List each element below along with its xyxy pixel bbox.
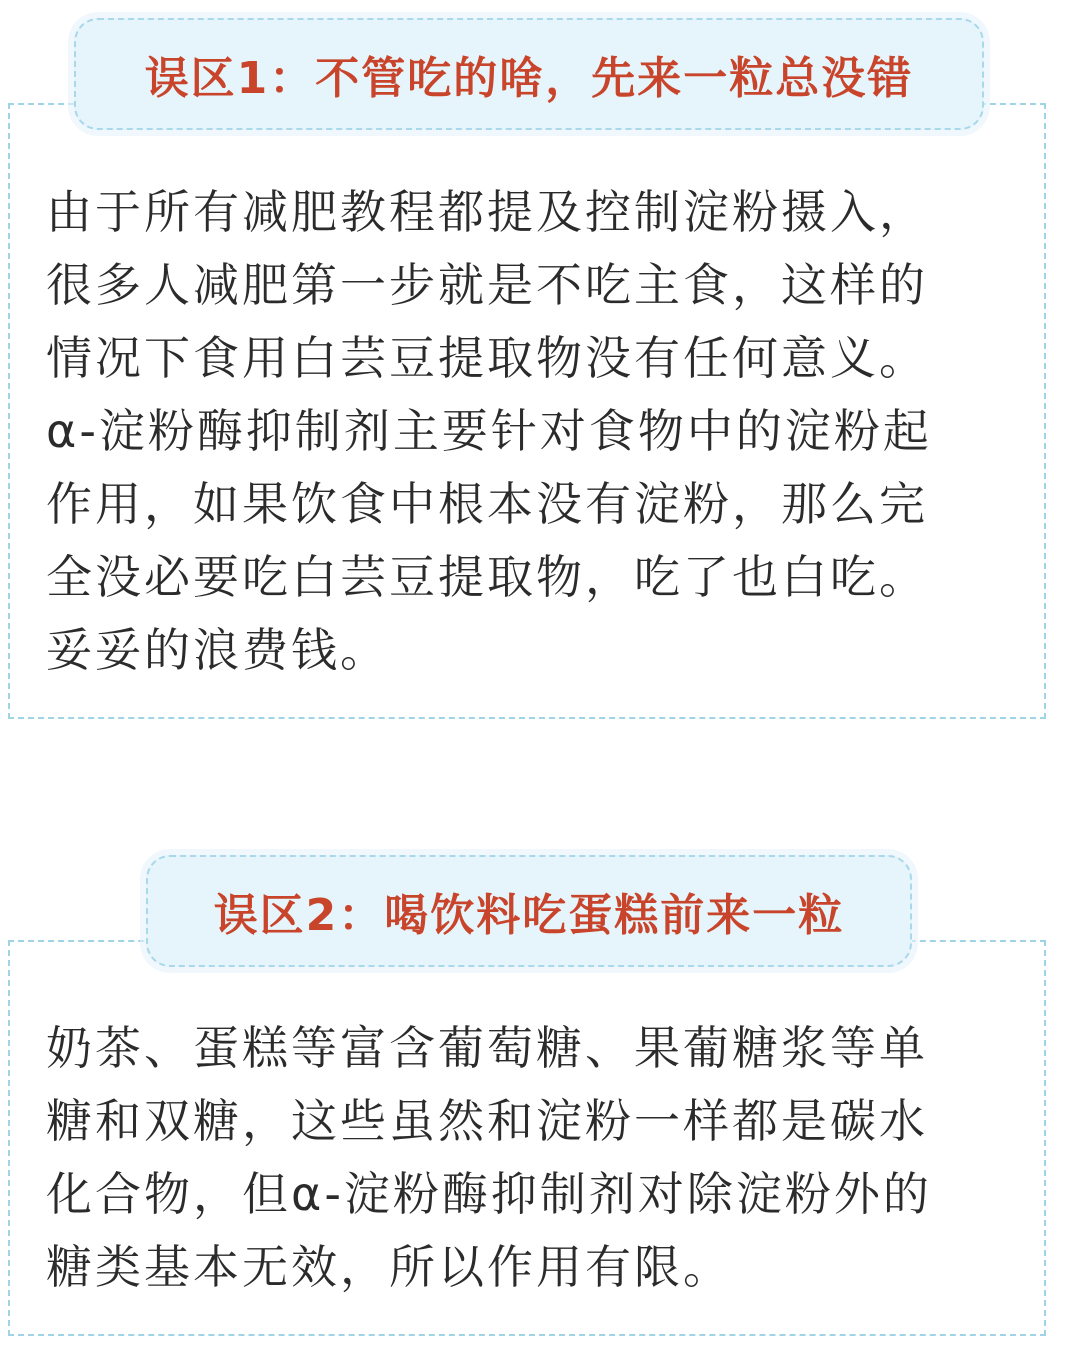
section-2-heading-pill [146, 855, 912, 967]
body-line: 糖类基本无效，所以作用有限。 [46, 1240, 732, 1294]
body-line: 由于所有减肥教程都提及控制淀粉摄入， [46, 185, 928, 239]
section-2-body [46, 1012, 1014, 1304]
body-line: 全没必要吃白芸豆提取物，吃了也白吃。 [46, 550, 928, 604]
body-line: α-淀粉酶抑制剂主要针对食物中的淀粉起 [46, 404, 932, 458]
section-1-heading: 误区1：不管吃的啥，先来一粒总没错 [144, 53, 914, 104]
body-line: 作用，如果饮食中根本没有淀粉，那么完 [46, 477, 928, 531]
section-2-heading: 误区2：喝饮料吃蛋糕前来一粒 [213, 890, 845, 941]
body-line: 妥妥的浪费钱。 [46, 623, 389, 677]
section-1-heading-pill [74, 18, 984, 130]
body-line: 情况下食用白芸豆提取物没有任何意义。 [46, 331, 928, 385]
section-1-body [46, 176, 1014, 687]
body-line: 奶茶、蛋糕等富含葡萄糖、果葡糖浆等单 [46, 1021, 928, 1075]
body-line: 糖和双糖，这些虽然和淀粉一样都是碳水 [46, 1094, 928, 1148]
body-line: 化合物，但α-淀粉酶抑制剂对除淀粉外的 [46, 1167, 932, 1221]
body-line: 很多人减肥第一步就是不吃主食，这样的 [46, 258, 928, 312]
